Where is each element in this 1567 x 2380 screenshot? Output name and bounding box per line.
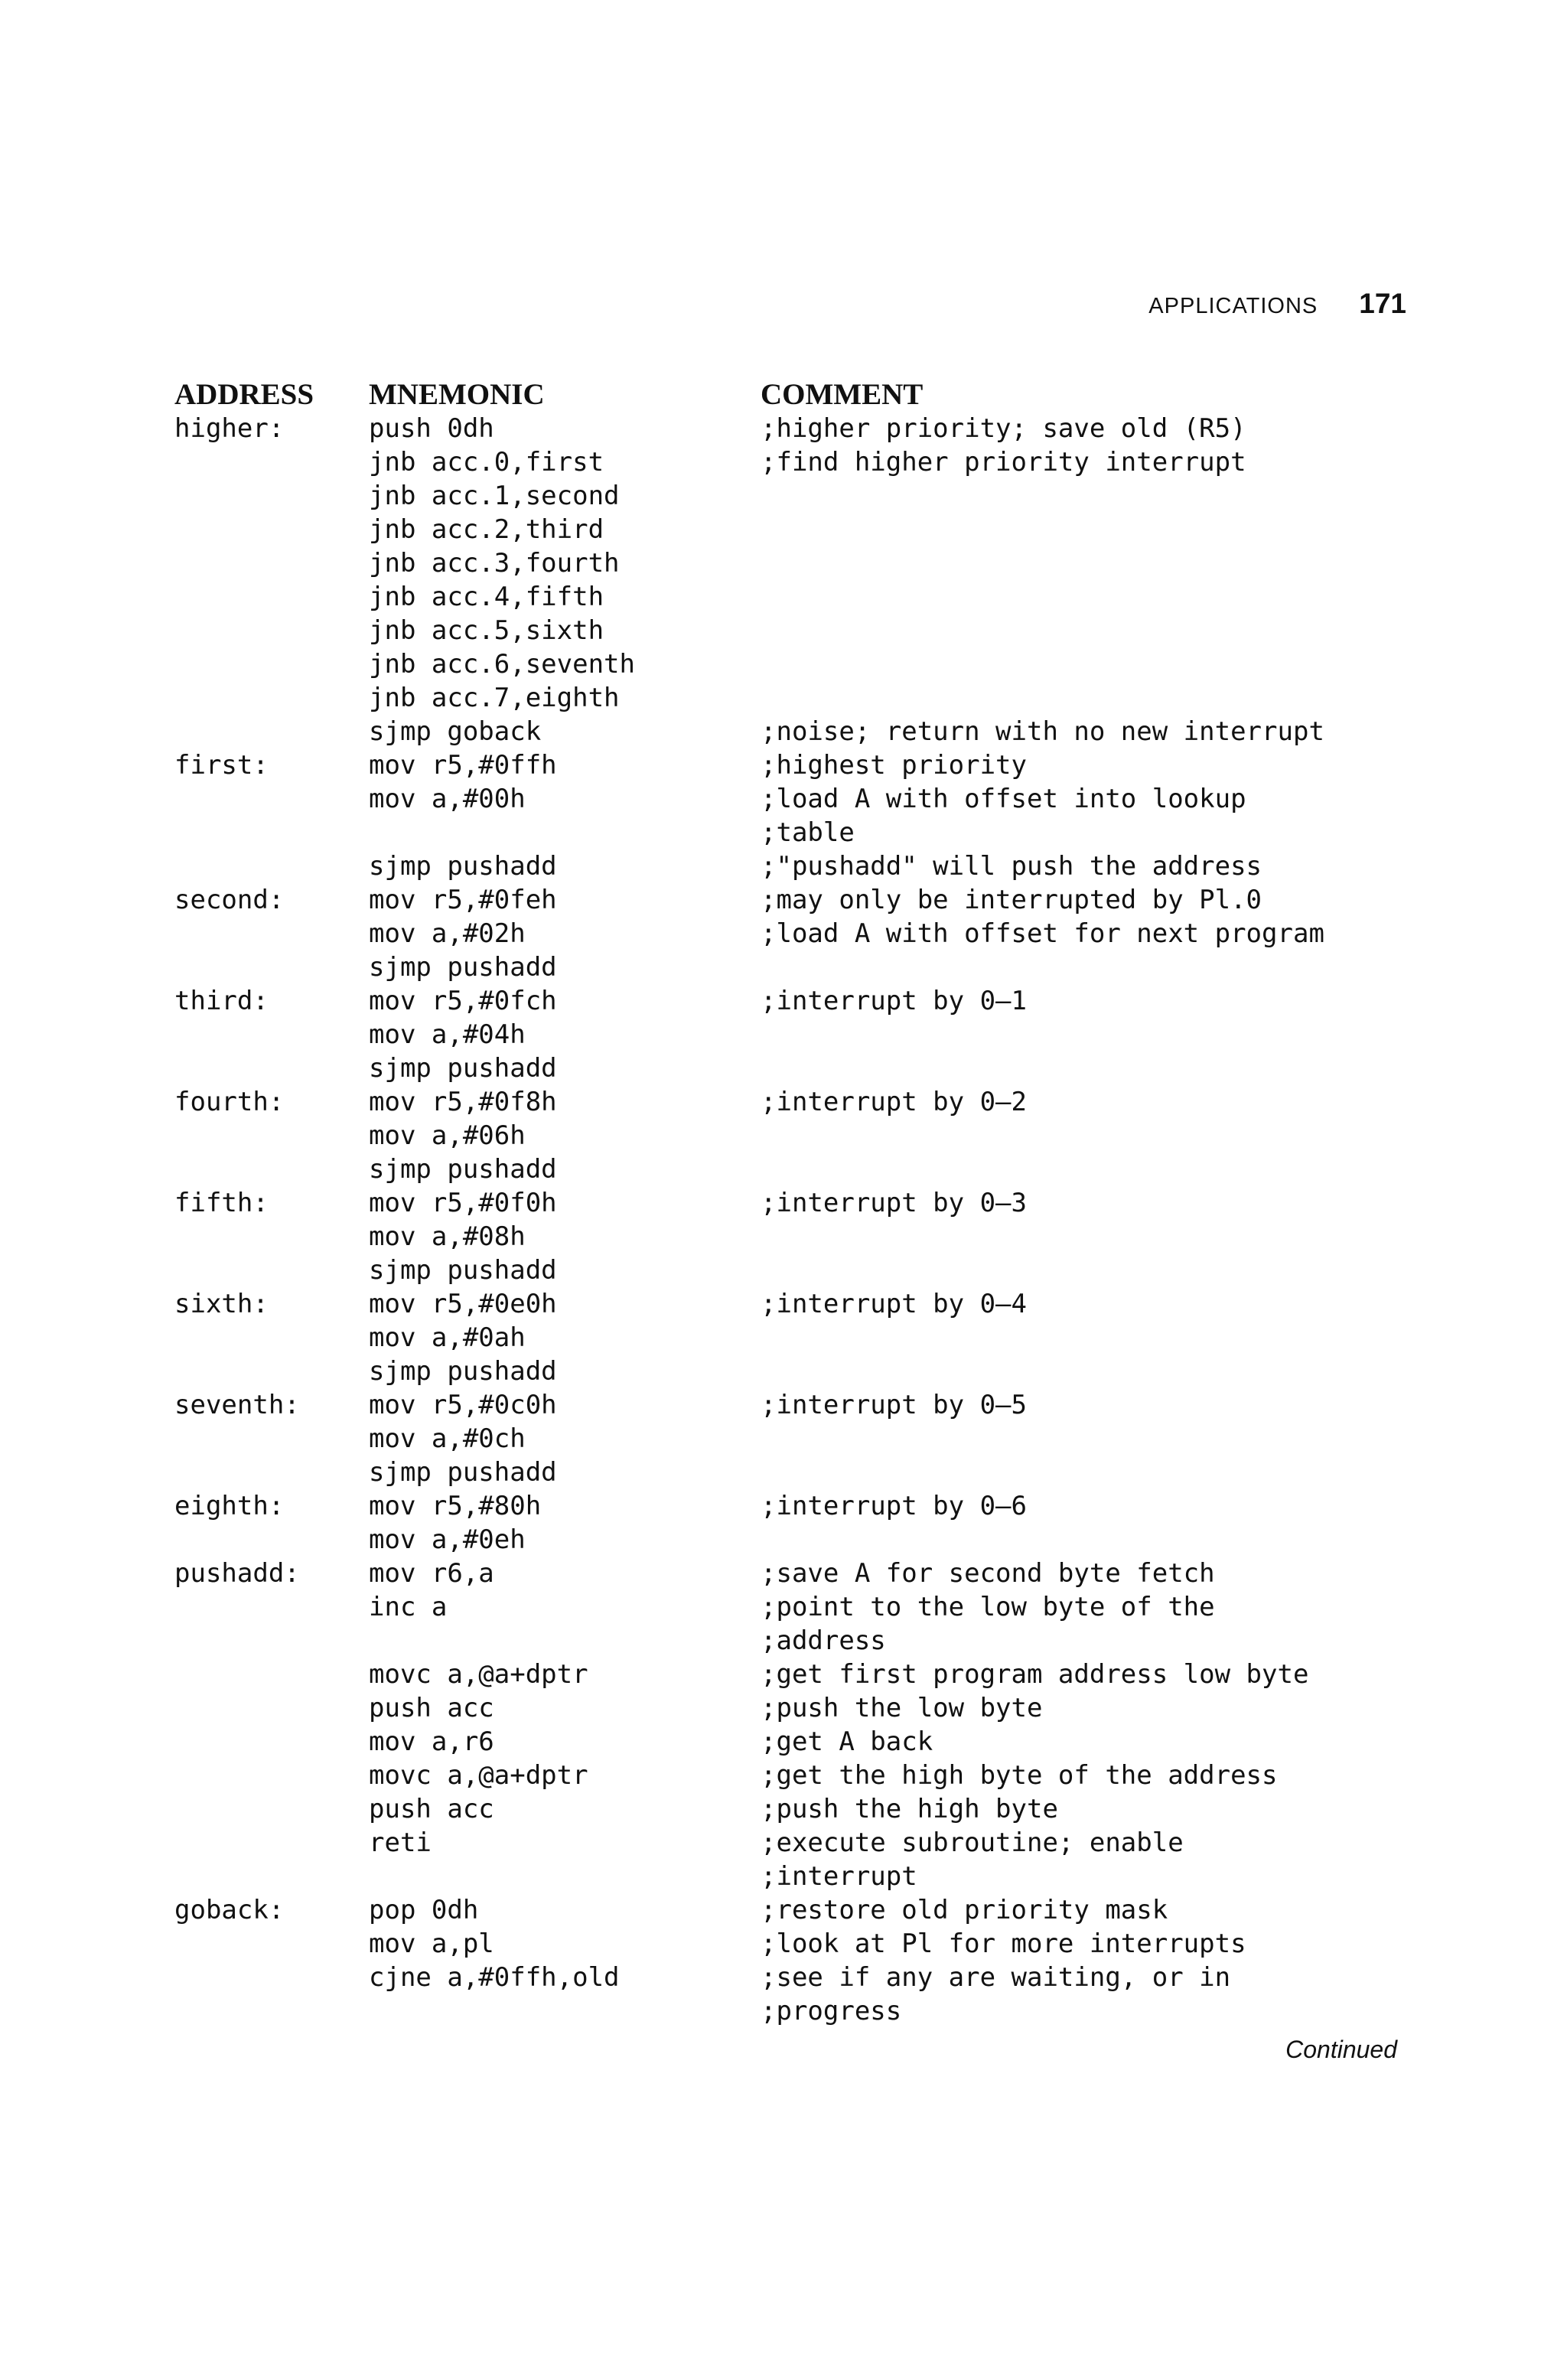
comment-cell: ;highest priority <box>761 750 1027 781</box>
address-cell <box>174 1792 369 1826</box>
table-row <box>174 849 1388 883</box>
mnemonic-cell <box>369 1624 761 1658</box>
address-cell <box>174 1456 369 1489</box>
table-row <box>174 1119 1388 1153</box>
mnemonic-cell: mov a,#0eh <box>369 1524 526 1555</box>
address-cell <box>174 1927 369 1961</box>
comment-cell: ;progress <box>761 1996 902 2026</box>
mnemonic-cell: jnb acc.0,first <box>369 447 604 478</box>
address-column-header: ADDRESS <box>174 378 314 411</box>
comment-cell: ;point to the low byte of the <box>761 1592 1215 1622</box>
table-row <box>174 1759 1388 1792</box>
table-row <box>174 580 1388 614</box>
address-cell: goback: <box>174 1895 285 1925</box>
mnemonic-cell: mov r5,#0feh <box>369 885 557 915</box>
address-cell <box>174 782 369 816</box>
comment-cell: ;interrupt <box>761 1861 917 1892</box>
comment-cell: ;"pushadd" will push the address <box>761 851 1262 882</box>
comment-cell: ;address <box>761 1625 886 1656</box>
comment-cell: ;interrupt by 0–3 <box>761 1188 1027 1218</box>
address-cell <box>174 1523 369 1557</box>
mnemonic-cell: jnb acc.2,third <box>369 514 604 545</box>
address-cell <box>174 1860 369 1893</box>
address-cell <box>174 1119 369 1153</box>
mnemonic-cell: mov a,#02h <box>369 918 526 949</box>
mnemonic-cell: sjmp pushadd <box>369 1154 557 1185</box>
comment-cell: ;get the high byte of the address <box>761 1760 1278 1791</box>
table-row <box>174 1557 1388 1590</box>
mnemonic-cell: mov a,#0ch <box>369 1423 526 1454</box>
address-cell <box>174 1624 369 1658</box>
table-row <box>174 445 1388 479</box>
comment-cell: ;table <box>761 817 855 848</box>
comment-cell: ;push the high byte <box>761 1794 1058 1824</box>
mnemonic-cell: mov r5,#0c0h <box>369 1390 557 1420</box>
address-cell <box>174 1725 369 1759</box>
table-row <box>174 816 1388 849</box>
address-cell <box>174 479 369 513</box>
table-row <box>174 748 1388 782</box>
mnemonic-cell: movc a,@a+dptr <box>369 1760 588 1791</box>
comment-cell: ;see if any are waiting, or in <box>761 1962 1231 1993</box>
table-row <box>174 1489 1388 1523</box>
mnemonic-cell: mov r5,#0fch <box>369 986 557 1016</box>
mnemonic-cell: mov a,#06h <box>369 1120 526 1151</box>
address-cell <box>174 1051 369 1085</box>
table-row <box>174 1186 1388 1220</box>
mnemonic-cell: jnb acc.1,second <box>369 481 620 511</box>
table-row <box>174 1658 1388 1691</box>
comment-cell <box>761 1254 1388 1287</box>
address-cell <box>174 546 369 580</box>
mnemonic-cell: mov r5,#0f0h <box>369 1188 557 1218</box>
mnemonic-column-header: MNEMONIC <box>369 378 545 411</box>
address-cell <box>174 580 369 614</box>
address-cell <box>174 1422 369 1456</box>
mnemonic-cell: jnb acc.3,fourth <box>369 548 620 579</box>
comment-cell: ;execute subroutine; enable <box>761 1827 1184 1858</box>
table-row <box>174 1422 1388 1456</box>
comment-cell: ;get first program address low byte <box>761 1659 1309 1690</box>
mnemonic-cell <box>369 816 761 849</box>
mnemonic-cell: jnb acc.7,eighth <box>369 683 620 713</box>
address-cell <box>174 1691 369 1725</box>
comment-cell <box>761 614 1388 647</box>
address-cell <box>174 1658 369 1691</box>
table-row <box>174 1927 1388 1961</box>
address-cell <box>174 715 369 748</box>
address-cell <box>174 816 369 849</box>
address-cell: sixth: <box>174 1289 269 1319</box>
mnemonic-cell: mov r5,#80h <box>369 1491 542 1521</box>
comment-cell <box>761 647 1388 681</box>
mnemonic-cell: mov r5,#0f8h <box>369 1087 557 1117</box>
address-cell: fifth: <box>174 1188 269 1218</box>
table-row <box>174 782 1388 816</box>
comment-cell <box>761 513 1388 546</box>
table-row <box>174 614 1388 647</box>
table-row <box>174 1085 1388 1119</box>
address-cell <box>174 445 369 479</box>
table-header-row <box>174 367 1388 412</box>
mnemonic-cell: sjmp pushadd <box>369 851 557 882</box>
continued-note: Continued <box>1285 2036 1397 2063</box>
table-row <box>174 1321 1388 1355</box>
mnemonic-cell: movc a,@a+dptr <box>369 1659 588 1690</box>
address-cell <box>174 1355 369 1388</box>
table-row <box>174 1725 1388 1759</box>
table-row <box>174 681 1388 715</box>
address-cell <box>174 1590 369 1624</box>
address-cell <box>174 917 369 950</box>
comment-cell <box>761 1523 1388 1557</box>
mnemonic-cell: mov a,r6 <box>369 1726 494 1757</box>
comment-cell: ;push the low byte <box>761 1693 1043 1723</box>
table-row <box>174 479 1388 513</box>
address-cell <box>174 1018 369 1051</box>
table-row <box>174 1018 1388 1051</box>
comment-cell <box>761 1153 1388 1186</box>
table-row <box>174 647 1388 681</box>
mnemonic-cell <box>369 1994 761 2028</box>
table-row <box>174 1624 1388 1658</box>
comment-cell: ;interrupt by 0–1 <box>761 986 1027 1016</box>
table-row <box>174 1792 1388 1826</box>
running-head <box>1148 288 1406 320</box>
comment-cell <box>761 1051 1388 1085</box>
table-row <box>174 1860 1388 1893</box>
address-cell: fourth: <box>174 1087 285 1117</box>
mnemonic-cell: mov r6,a <box>369 1558 494 1589</box>
page-number: 171 <box>1359 288 1406 319</box>
mnemonic-cell: reti <box>369 1827 432 1858</box>
table-row <box>174 917 1388 950</box>
table-row <box>174 513 1388 546</box>
comment-cell <box>761 950 1388 984</box>
comment-cell <box>761 580 1388 614</box>
mnemonic-cell: sjmp pushadd <box>369 1356 557 1387</box>
table-row <box>174 1961 1388 1994</box>
mnemonic-cell: jnb acc.4,fifth <box>369 582 604 612</box>
mnemonic-cell: mov a,#0ah <box>369 1322 526 1353</box>
table-row <box>174 412 1388 445</box>
mnemonic-cell <box>369 1860 761 1893</box>
mnemonic-cell: sjmp pushadd <box>369 952 557 983</box>
mnemonic-cell: sjmp pushadd <box>369 1255 557 1286</box>
address-cell <box>174 513 369 546</box>
table-row <box>174 1691 1388 1725</box>
comment-cell: ;may only be interrupted by Pl.0 <box>761 885 1262 915</box>
table-row <box>174 1893 1388 1927</box>
comment-cell <box>761 479 1388 513</box>
address-cell <box>174 681 369 715</box>
comment-cell: ;noise; return with no new interrupt <box>761 716 1324 747</box>
table-row <box>174 1523 1388 1557</box>
table-row <box>174 1355 1388 1388</box>
table-row <box>174 1254 1388 1287</box>
table-row <box>174 950 1388 984</box>
listing-body <box>174 412 1388 2028</box>
table-row <box>174 715 1388 748</box>
comment-cell: ;restore old priority mask <box>761 1895 1168 1925</box>
comment-cell: ;interrupt by 0–2 <box>761 1087 1027 1117</box>
address-cell: eighth: <box>174 1491 285 1521</box>
mnemonic-cell: cjne a,#0ffh,old <box>369 1962 620 1993</box>
mnemonic-cell: jnb acc.5,sixth <box>369 615 604 646</box>
table-row <box>174 1826 1388 1860</box>
section-name: APPLICATIONS <box>1148 294 1318 318</box>
comment-cell: ;interrupt by 0–4 <box>761 1289 1027 1319</box>
address-cell: third: <box>174 986 269 1016</box>
table-row <box>174 1051 1388 1085</box>
address-cell <box>174 1994 369 2028</box>
comment-cell <box>761 1119 1388 1153</box>
mnemonic-cell: pop 0dh <box>369 1895 479 1925</box>
address-cell <box>174 849 369 883</box>
assembly-listing-table <box>174 367 1388 2028</box>
comment-cell <box>761 1422 1388 1456</box>
comment-cell: ;interrupt by 0–5 <box>761 1390 1027 1420</box>
address-cell <box>174 1759 369 1792</box>
address-cell: second: <box>174 885 285 915</box>
mnemonic-cell: mov a,#00h <box>369 784 526 814</box>
mnemonic-cell: inc a <box>369 1592 448 1622</box>
table-row <box>174 1287 1388 1321</box>
address-cell <box>174 1220 369 1254</box>
address-cell <box>174 1321 369 1355</box>
table-row <box>174 1388 1388 1422</box>
table-row <box>174 1153 1388 1186</box>
comment-cell <box>761 1018 1388 1051</box>
mnemonic-cell: mov r5,#0ffh <box>369 750 557 781</box>
table-row <box>174 1220 1388 1254</box>
table-row <box>174 984 1388 1018</box>
mnemonic-cell: sjmp pushadd <box>369 1053 557 1084</box>
comment-cell: ;get A back <box>761 1726 933 1757</box>
table-row <box>174 1590 1388 1624</box>
address-cell: higher: <box>174 413 285 444</box>
comment-cell: ;look at Pl for more interrupts <box>761 1928 1246 1959</box>
comment-cell <box>761 546 1388 580</box>
address-cell <box>174 1826 369 1860</box>
table-row <box>174 883 1388 917</box>
comment-cell: ;find higher priority interrupt <box>761 447 1246 478</box>
address-cell <box>174 1153 369 1186</box>
address-cell <box>174 614 369 647</box>
mnemonic-cell: push acc <box>369 1693 494 1723</box>
mnemonic-cell: jnb acc.6,seventh <box>369 649 635 680</box>
address-cell <box>174 1961 369 1994</box>
address-cell: pushadd: <box>174 1558 300 1589</box>
mnemonic-cell: push acc <box>369 1794 494 1824</box>
comment-cell <box>761 681 1388 715</box>
mnemonic-cell: push 0dh <box>369 413 494 444</box>
comment-cell: ;interrupt by 0–6 <box>761 1491 1027 1521</box>
address-cell <box>174 950 369 984</box>
table-row <box>174 546 1388 580</box>
comment-cell: ;load A with offset into lookup <box>761 784 1246 814</box>
address-cell <box>174 1254 369 1287</box>
mnemonic-cell: mov r5,#0e0h <box>369 1289 557 1319</box>
comment-cell <box>761 1321 1388 1355</box>
mnemonic-cell: mov a,#04h <box>369 1019 526 1050</box>
mnemonic-cell: sjmp goback <box>369 716 542 747</box>
comment-column-header: COMMENT <box>761 378 924 411</box>
address-cell: first: <box>174 750 269 781</box>
mnemonic-cell: mov a,#08h <box>369 1221 526 1252</box>
address-cell <box>174 647 369 681</box>
comment-cell <box>761 1456 1388 1489</box>
comment-cell: ;higher priority; save old (R5) <box>761 413 1246 444</box>
comment-cell: ;load A with offset for next program <box>761 918 1324 949</box>
comment-cell <box>761 1220 1388 1254</box>
address-cell: seventh: <box>174 1390 300 1420</box>
table-row <box>174 1456 1388 1489</box>
comment-cell: ;save A for second byte fetch <box>761 1558 1215 1589</box>
mnemonic-cell: mov a,pl <box>369 1928 494 1959</box>
comment-cell <box>761 1355 1388 1388</box>
table-row <box>174 1994 1388 2028</box>
mnemonic-cell: sjmp pushadd <box>369 1457 557 1488</box>
